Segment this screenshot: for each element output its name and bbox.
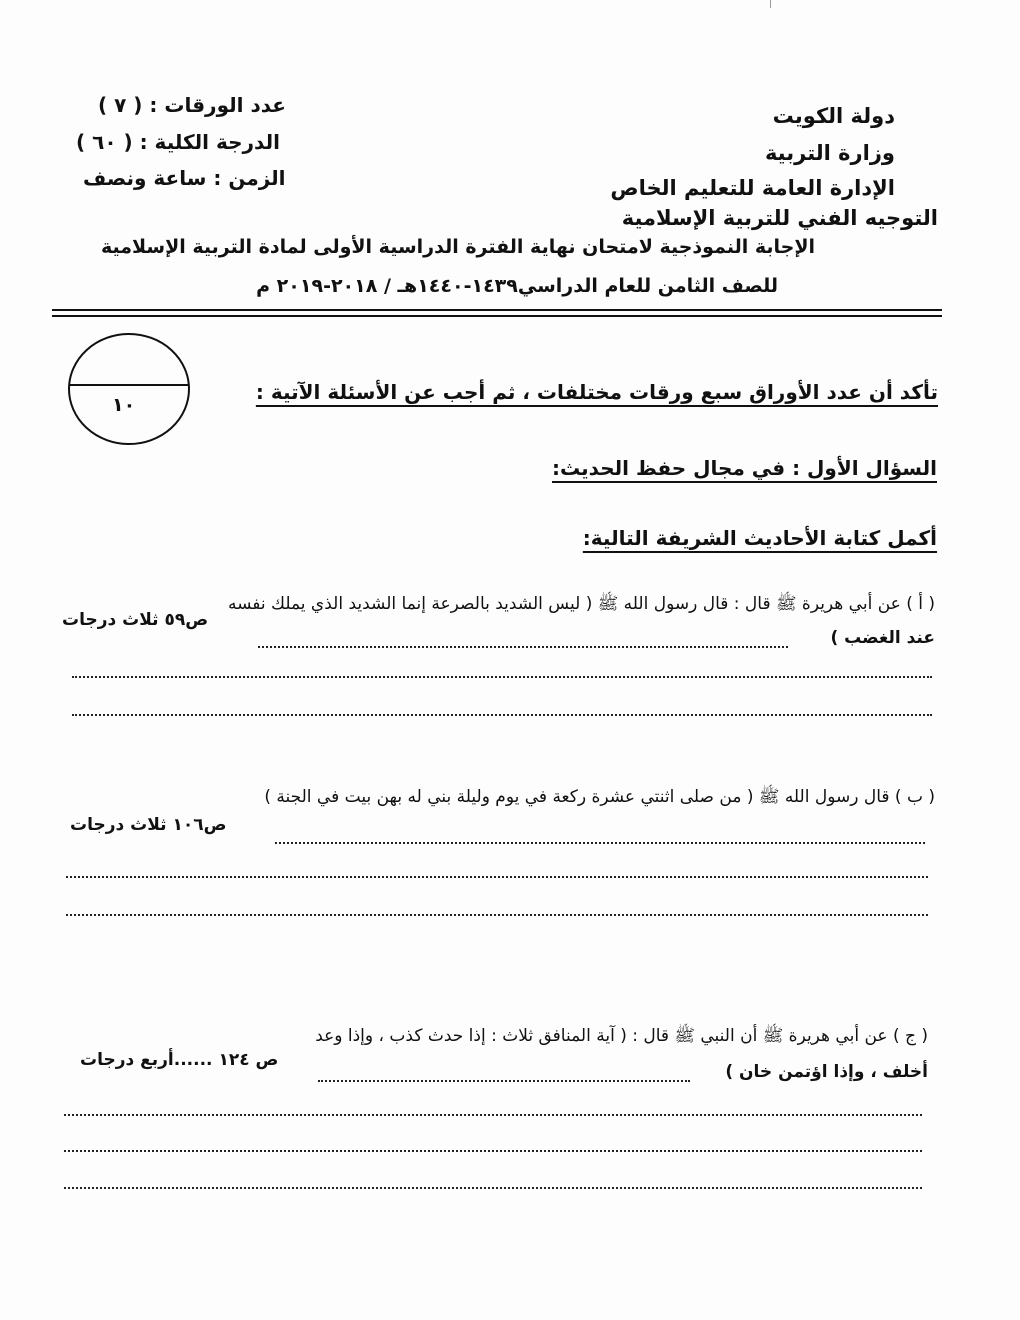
exam-duration: الزمن : ساعة ونصف xyxy=(83,166,286,190)
administration-label: الإدارة العامة للتعليم الخاص xyxy=(610,176,895,200)
answer-line xyxy=(66,876,928,878)
answer-line xyxy=(64,1187,922,1189)
hadith-b-line1: ( ب ) قال رسول الله ﷺ ( من صلى اثنتي عشرة ركعة في يوم وليلة بني له بهن بيت في الجنة ) xyxy=(264,787,935,807)
hadith-c-line1: ( ج ) عن أبي هريرة ﷺ أن النبي ﷺ قال : ( آية المنافق ثلاث : إذا حدث كذب ، وإذا وعد xyxy=(315,1026,928,1046)
pages-count: عدد الورقات : ( ٧ ) xyxy=(98,93,286,117)
question1-title: السؤال الأول : في مجال حفظ الحديث: xyxy=(552,456,937,480)
header-divider-bottom xyxy=(52,315,942,317)
score-circle xyxy=(66,331,192,447)
supervision-label: التوجيه الفني للتربية الإسلامية xyxy=(621,206,938,230)
hadith-c-reference: ص ١٢٤ ......أربع درجات xyxy=(80,1050,279,1070)
exam-title: الإجابة النموذجية لامتحان نهاية الفترة الدراسية الأولى لمادة التربية الإسلامية xyxy=(100,236,815,258)
question1-prompt: أكمل كتابة الأحاديث الشريفة التالية: xyxy=(582,526,937,550)
answer-line xyxy=(64,1114,922,1116)
hadith-a-reference: ص٥٩ ثلاث درجات xyxy=(62,610,209,630)
scan-mark xyxy=(770,0,771,8)
hadith-a-line1: ( أ ) عن أبي هريرة ﷺ قال : قال رسول الله ﷺ ( ليس الشديد بالصرعة إنما الشديد الذي يملك نفسه xyxy=(228,594,935,614)
answer-line xyxy=(64,1150,922,1152)
country-label: دولة الكويت xyxy=(772,104,895,128)
total-marks: الدرجة الكلية : ( ٦٠ ) xyxy=(76,130,280,154)
score-value: ١٠ xyxy=(112,394,136,416)
answer-line xyxy=(72,676,932,678)
answer-line xyxy=(318,1080,690,1082)
hadith-a-line2: عند الغضب ) xyxy=(830,628,935,648)
answer-line xyxy=(66,914,928,916)
answer-line xyxy=(72,714,932,716)
exam-subtitle: للصف الثامن للعام الدراسي١٤٣٩-١٤٤٠هـ / ٢٠١٨-٢٠١٩ م xyxy=(256,275,778,297)
header-divider-top xyxy=(52,309,942,311)
answer-line xyxy=(275,842,925,844)
instruction-text: تأكد أن عدد الأوراق سبع ورقات مختلفات ، ثم أجب عن الأسئلة الآتية : xyxy=(255,380,938,404)
ministry-label: وزارة التربية xyxy=(764,141,895,165)
answer-line xyxy=(258,646,788,648)
hadith-b-reference: ص١٠٦ ثلاث درجات xyxy=(70,815,227,835)
hadith-c-line2: أخلف ، وإذا اؤتمن خان ) xyxy=(725,1062,928,1082)
